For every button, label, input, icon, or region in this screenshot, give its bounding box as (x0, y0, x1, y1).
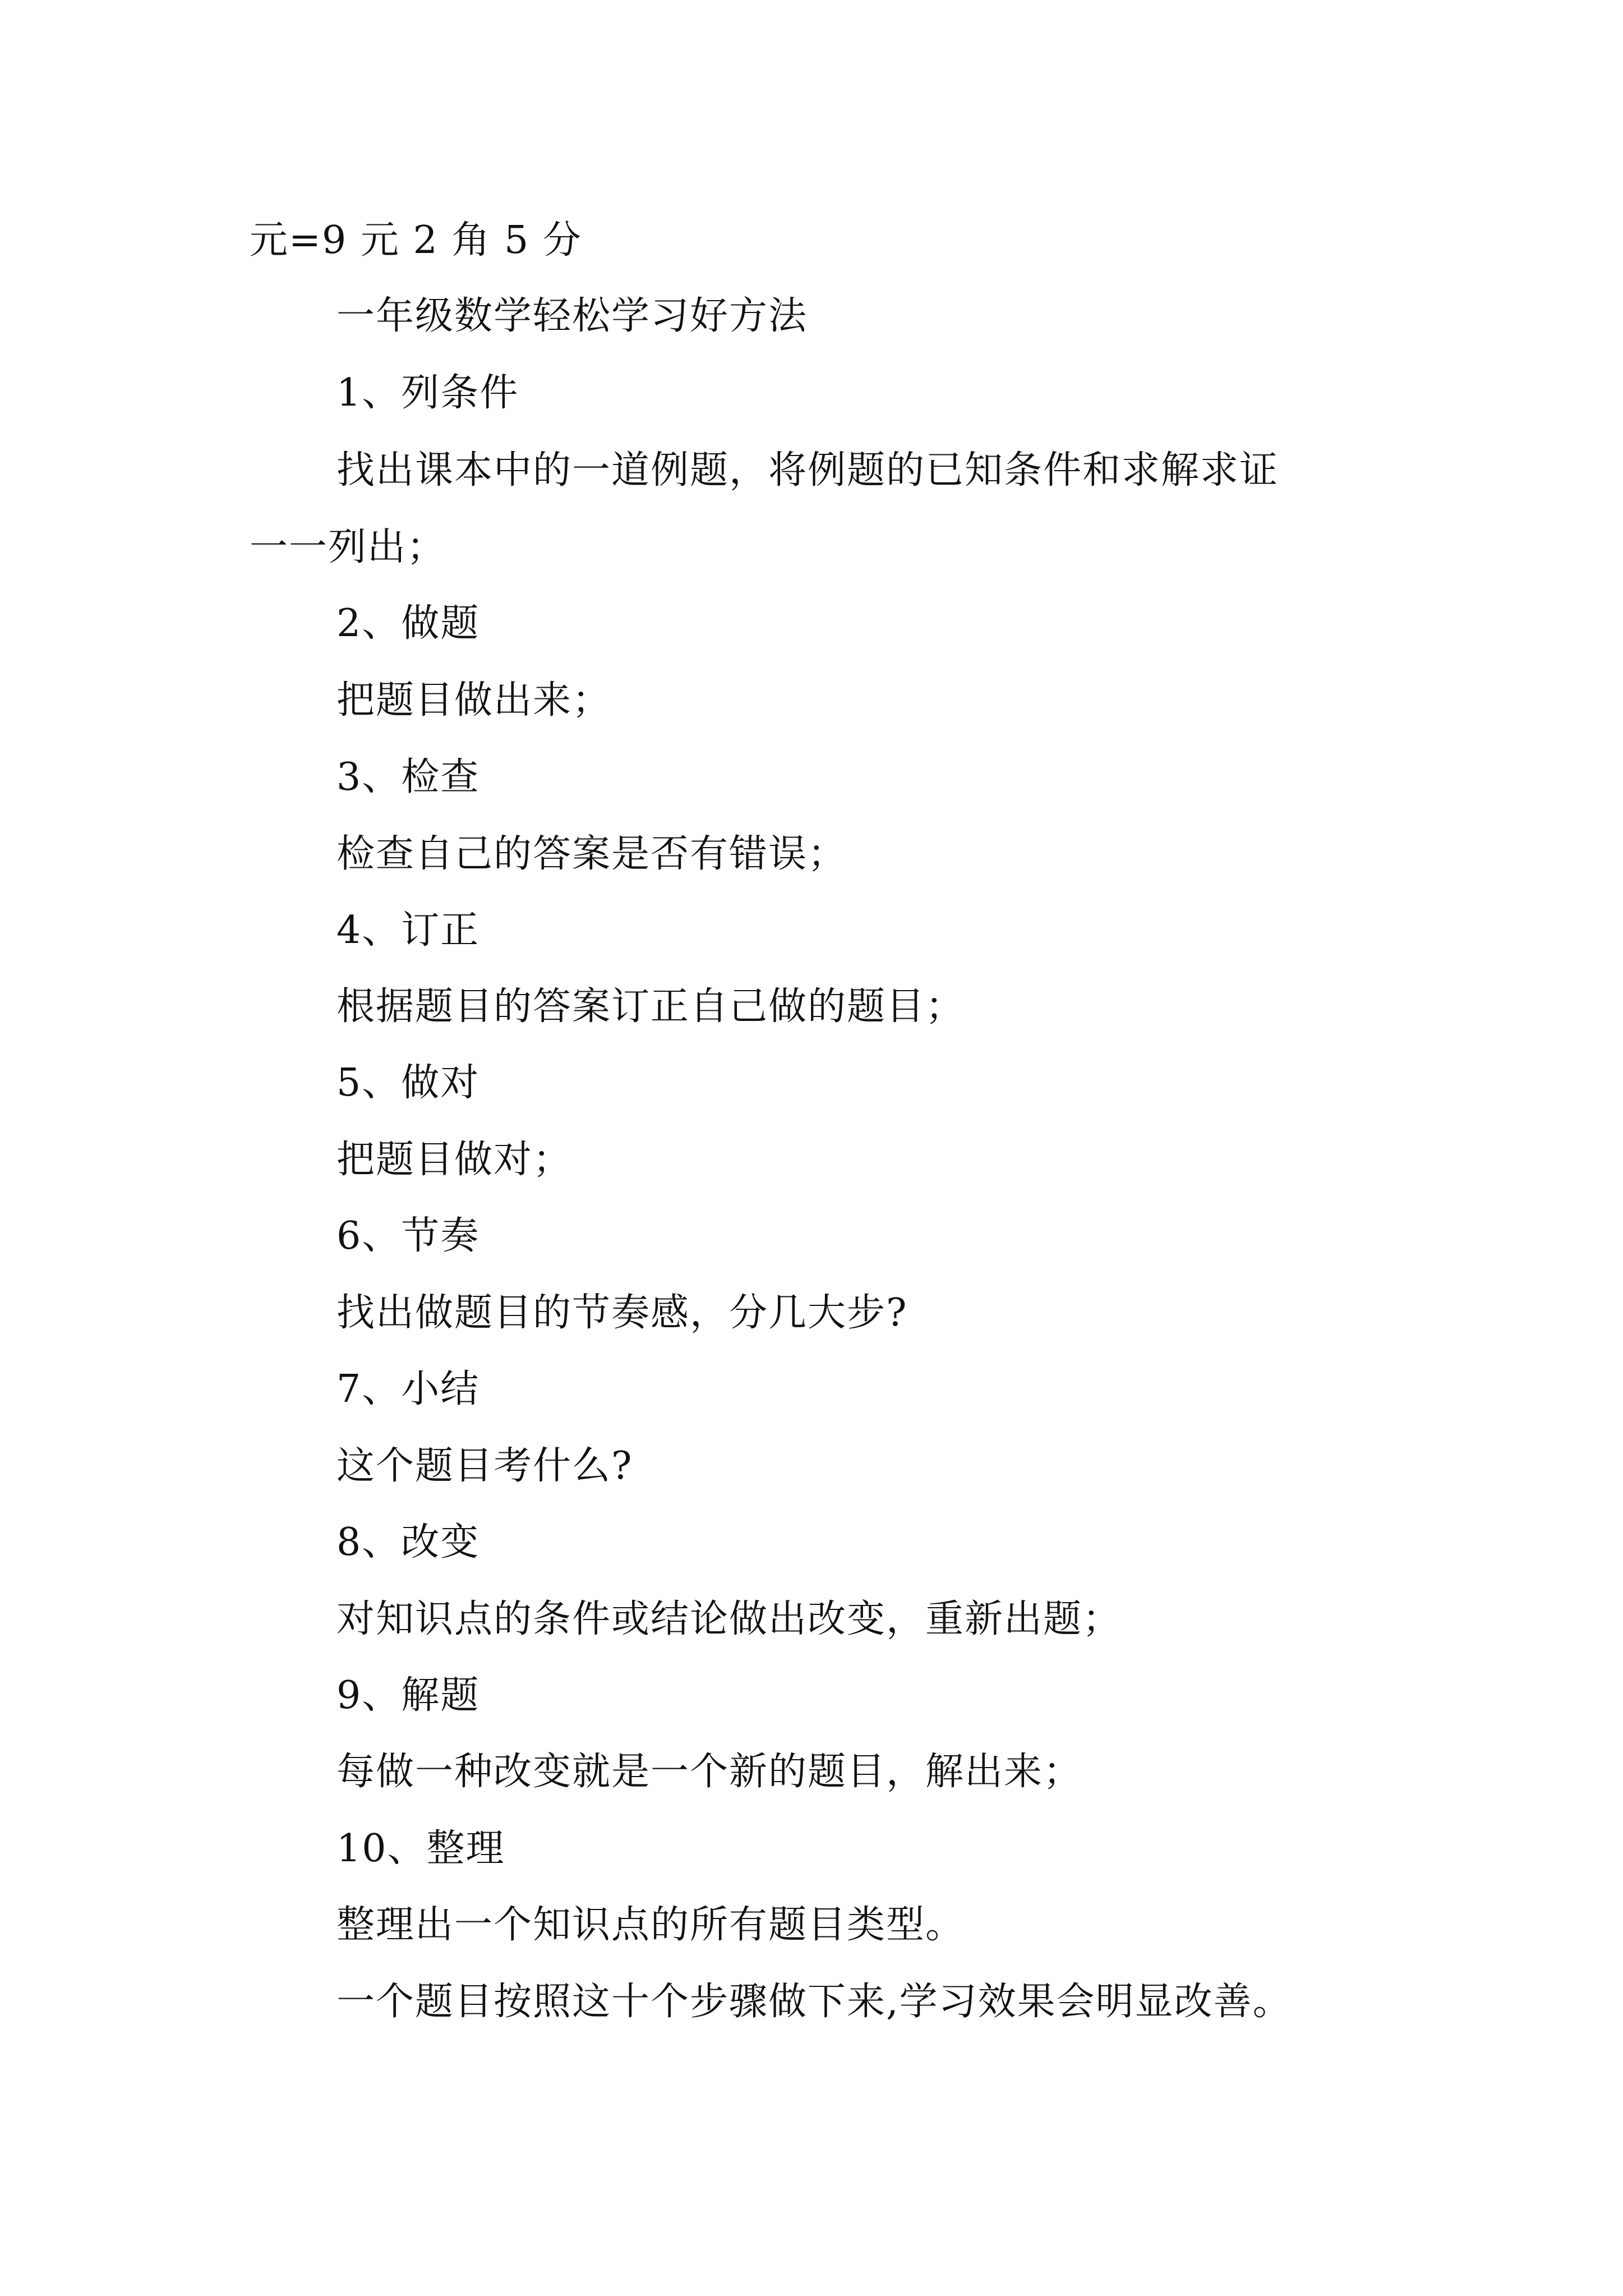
step-heading-8: 8、改变 (336, 1520, 480, 1565)
step-body-9: 每做一种改变就是一个新的题目，解出来； (336, 1750, 1083, 1794)
step-heading-5: 5、做对 (336, 1061, 480, 1105)
step-heading-3: 3、检查 (336, 755, 480, 799)
step-heading-9: 9、解题 (336, 1673, 480, 1718)
page-title: 一年级数学轻松学习好方法 (336, 294, 808, 338)
step-body-10: 整理出一个知识点的所有题目类型。 (336, 1903, 965, 1947)
step-body-6: 找出做题目的节奏感，分几大步? (336, 1291, 908, 1335)
continuation-line: 元=9 元 2 角 5 分 (250, 218, 582, 263)
step-heading-4: 4、订正 (336, 908, 480, 953)
step-body-3: 检查自己的答案是否有错误； (336, 832, 847, 876)
step-heading-1: 1、列条件 (336, 371, 519, 415)
step-heading-2: 2、做题 (336, 601, 480, 646)
step-body-5: 把题目做对； (336, 1138, 573, 1182)
conclusion-line: 一个题目按照这十个步骤做下来,学习效果会明显改善。 (336, 1980, 1292, 2024)
step-heading-6: 6、节奏 (336, 1214, 480, 1258)
step-heading-7: 7、小结 (336, 1367, 480, 1411)
step-body-1: 找出课本中的一道例题，将例题的已知条件和求解求证 (336, 448, 1279, 493)
step-heading-10: 10、整理 (336, 1826, 505, 1871)
step-body-2: 把题目做出来； (336, 678, 612, 723)
step-body-7: 这个题目考什么? (336, 1444, 633, 1488)
step-body-8: 对知识点的条件或结论做出改变，重新出题； (336, 1597, 1122, 1641)
step-body-1-continued: 一一列出； (250, 525, 446, 569)
step-body-4: 根据题目的答案订正自己做的题目； (336, 984, 965, 1029)
